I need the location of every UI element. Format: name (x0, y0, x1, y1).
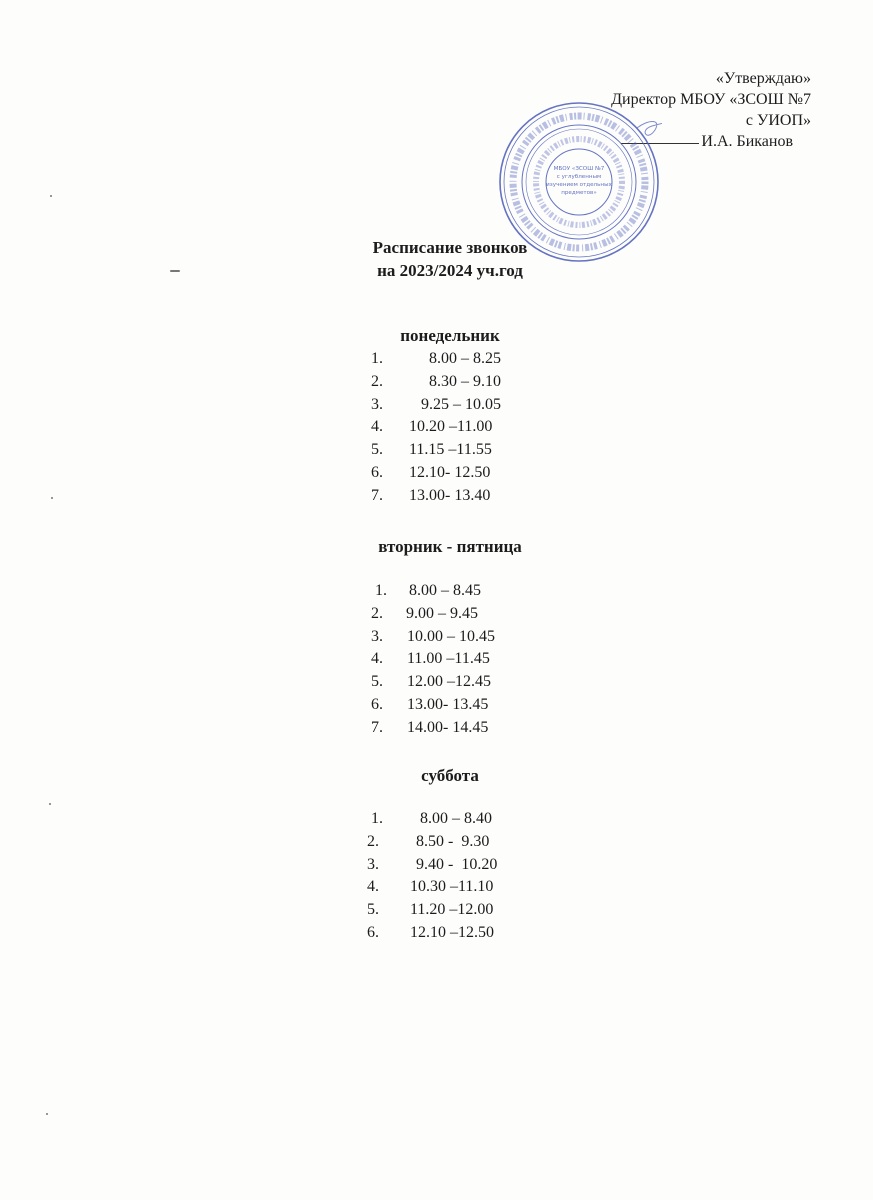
stamp-text-line-4: предметов» (561, 190, 597, 196)
approval-line-1: «Утверждаю» (715, 70, 811, 87)
schedule-title: Расписание звонков (372, 238, 528, 257)
monday-heading: понедельник (400, 326, 500, 345)
saturday-heading: суббота (421, 766, 479, 785)
scan-speck (170, 270, 180, 272)
schedule-subtitle: на 2023/2024 уч.год (377, 261, 523, 280)
scan-speck (46, 1113, 48, 1115)
scan-speck (50, 195, 52, 197)
scan-speck (49, 803, 51, 805)
approval-line-3: с УИОП» (745, 112, 811, 129)
stamp-text-line-1: МБОУ «ЗСОШ №7 (553, 166, 605, 172)
document-page: «Утверждаю» Директор МБОУ «ЗСОШ №7 с УИОП» И.А. Биканов МБОУ «ЗСОШ №7 с углубленным изучением отдельных предметов» Расписание звонков на 2023/2024 уч.год понедельник 1. 8.00 – 8.25 2. 8.30 – 9.10 3. 9.25 – 10.05 4. 10.20 –11.00 5. 11.15 –11.55 6. 12.10- 12.50 7. 13.00- 13.40 вторник - пятница 1. 8.00 – 8.45 2. 9.00 – 9.45 3. 10.00 – 10.45 4. 11.00 –11.45 5. 12.00 –12.45 6. 13.00- 13.45 7. 14.00- 14.45 суббота 1. 8.00 – 8.40 2. 8.50 - 9.30 3. 9.40 - 10.20 4. 10.30 –11.10 5. 11.20 –12.00 6. 12.10 –12.50 (0, 0, 873, 1200)
stamp-text-line-3: изучением отдельных (546, 182, 612, 188)
stamp-text-line-2: с углубленным (556, 174, 602, 180)
tue-fri-heading: вторник - пятница (378, 537, 522, 556)
scan-speck (51, 497, 53, 499)
approval-signer: И.А. Биканов (701, 133, 793, 150)
approval-line-2: Директор МБОУ «ЗСОШ №7 (611, 91, 811, 108)
